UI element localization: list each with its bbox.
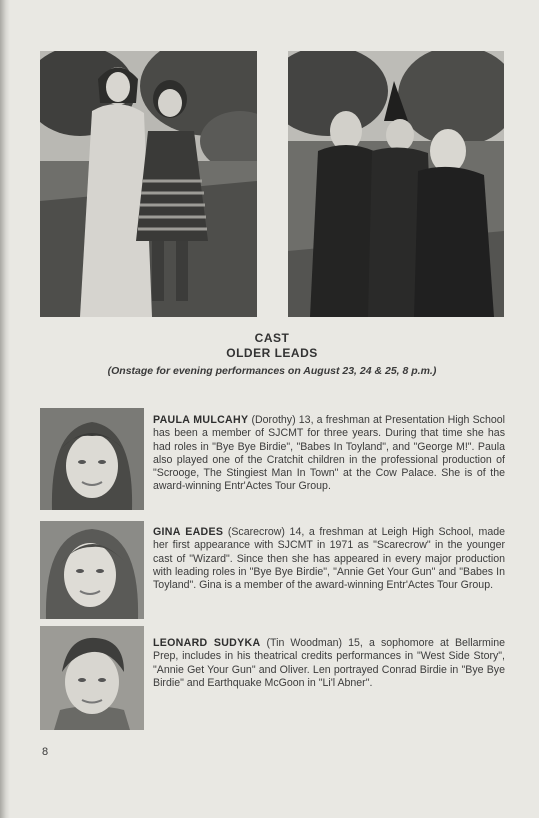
cast-bio-text: 15, a sophomore at Bellarmine Prep, includes in his theatrical credits performances in "West Side Story", "Annie Get Your Gun" and Oliver. Len portrayed Conrad Birdie in "Bye Bye Birdie" and Earthquake McGoon in "Li'l Abner".	[153, 637, 505, 689]
cast-role: (Tin Woodman)	[266, 637, 343, 649]
bio-gina-eades	[153, 526, 505, 592]
photo-witch-group	[288, 51, 504, 317]
portrait-paula-mulcahy	[40, 408, 144, 510]
cast-name: PAULA MULCAHY	[153, 414, 249, 426]
cast-bio-text: 13, a freshman at Presentation High School has been a member of SJCMT for three years. During that time she has had roles in "Bye Bye Birdie", "Babes In Toyland", and "George M!". Paula also played one of the Cratchit children in the professional production of "Scrooge, The Stingiest Man In Town" at the Cow Palace. She is of the award-winning Entr'Actes Tour Group.	[153, 414, 505, 493]
cast-heading	[40, 331, 504, 377]
photo-two-girls	[40, 51, 257, 317]
cast-bio-text: 14, a freshman at Leigh High School, made her first appearance with SJCMT in 1971 as "Scarecrow" in the younger cast of "Wizard". Since then she has appeared in every major production with leading roles in "Bye Bye Birdie", "Annie Get Your Gun" and "Babes In Toyland". Gina is a member of the award-winning Entr'Actes Tour Group.	[153, 526, 505, 592]
cast-name: LEONARD SUDYKA	[153, 637, 261, 649]
bio-paula-mulcahy	[153, 414, 505, 494]
page-number: 8	[42, 746, 49, 758]
binding-edge	[0, 0, 10, 818]
cast-name: GINA EADES	[153, 526, 224, 538]
bio-leonard-sudyka	[153, 637, 505, 690]
cast-role: (Dorothy)	[251, 414, 296, 426]
heading-older-leads: OLDER LEADS	[226, 346, 318, 360]
portrait-gina-eades	[40, 521, 144, 619]
portrait-leonard-sudyka	[40, 626, 144, 730]
heading-cast: CAST	[254, 331, 290, 345]
cast-role: (Scarecrow)	[227, 526, 285, 538]
performance-note: (Onstage for evening performances on August 23, 24 & 25, 8 p.m.)	[107, 365, 437, 377]
